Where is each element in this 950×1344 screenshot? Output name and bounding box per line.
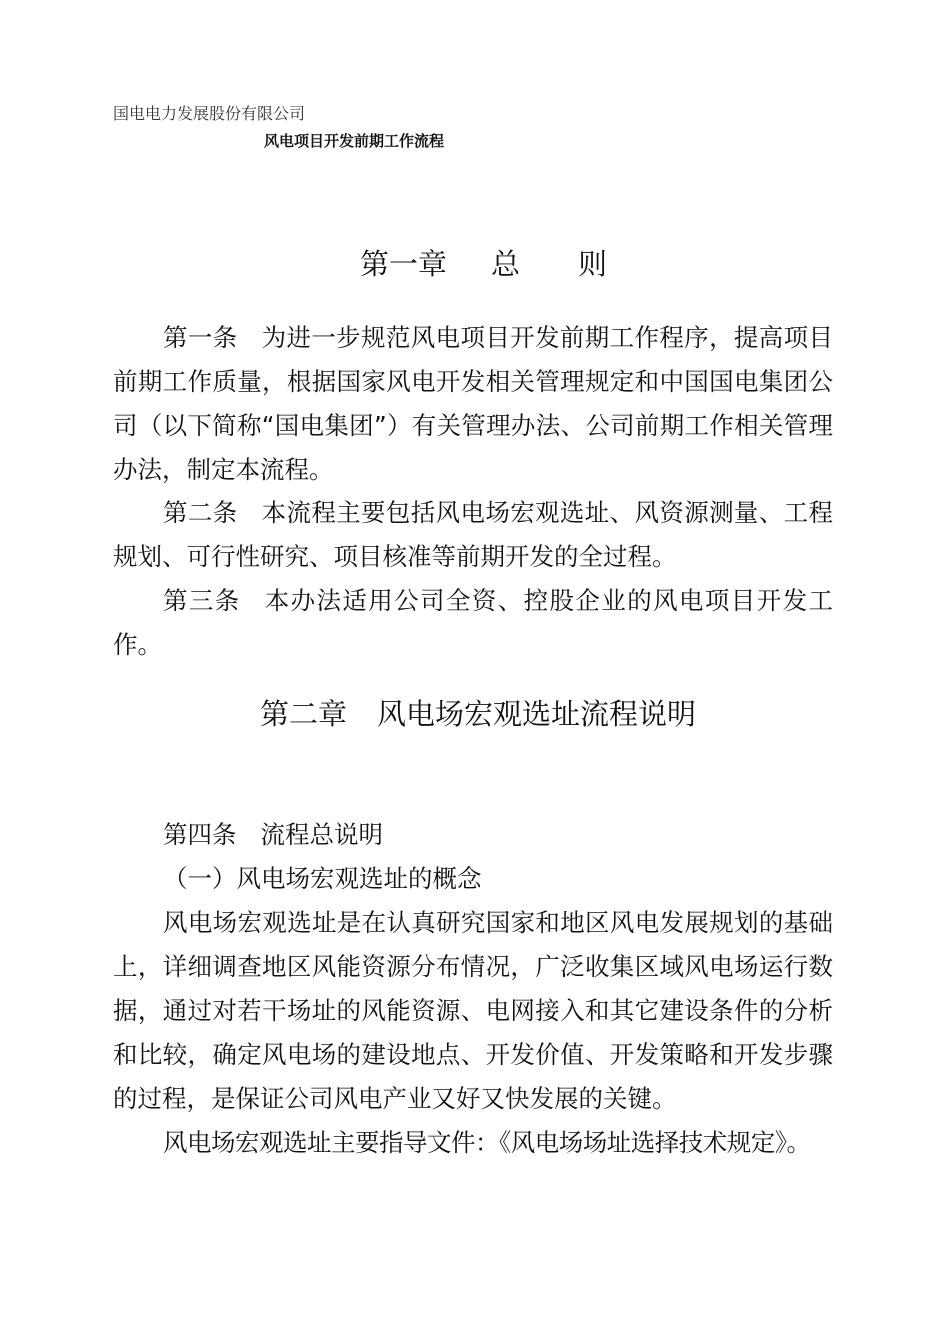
chapter-1-word-1: 总	[491, 247, 521, 281]
article-2	[113, 491, 833, 579]
article-4-label: 第四条	[163, 820, 237, 849]
article-3	[113, 579, 833, 667]
section-1-heading: （一）风电场宏观选址的概念	[163, 864, 482, 893]
body-paragraph-2: 风电场宏观选址主要指导文件：《风电场场址选择技术规定》。	[163, 1128, 811, 1157]
article-1-text: 为进一步规范风电项目开发前期工作程序，提高项目前期工作质量，根据国家风电开发相关管理规定和中国国电集团公司（以下简称“国电集团”）有关管理办法、公司前期工作相关管理办法，制定本流程。	[113, 323, 834, 484]
article-1	[113, 316, 833, 492]
article-4-text: 流程总说明	[260, 820, 383, 849]
chapter-2-label: 第二章	[260, 697, 348, 731]
article-1-label: 第一条	[163, 323, 238, 352]
article-2-text: 本流程主要包括风电场宏观选址、风资源测量、工程规划、可行性研究、项目核准等前期开发的全过程。	[113, 498, 834, 571]
body-paragraph-1: 风电场宏观选址是在认真研究国家和地区风电发展规划的基础上，详细调查地区风能资源分布情况，广泛收集区域风电场运行数据，通过对若干场址的风能资源、电网接入和其它建设条件的分析和比较，确定风电场的建设地点、开发价值、开发策略和开发步骤的过程，是保证公司风电产业又好又快发展的关键。	[113, 908, 833, 1113]
chapter-2-title: 风电场宏观选址流程说明	[377, 697, 697, 731]
article-2-label: 第二条	[163, 498, 238, 527]
chapter-2-heading	[260, 692, 696, 733]
chapter-1-word-2: 则	[578, 247, 608, 281]
chapter-1-label: 第一章	[360, 247, 448, 281]
article-3-label: 第三条	[163, 586, 241, 615]
document-title: 风电项目开发前期工作流程	[264, 132, 445, 150]
chapter-1-heading	[360, 242, 607, 283]
company-name: 国电电力发展股份有限公司	[113, 104, 306, 123]
article-3-text: 本办法适用公司全资、控股企业的风电项目开发工作。	[113, 586, 833, 659]
article-4	[113, 813, 833, 857]
